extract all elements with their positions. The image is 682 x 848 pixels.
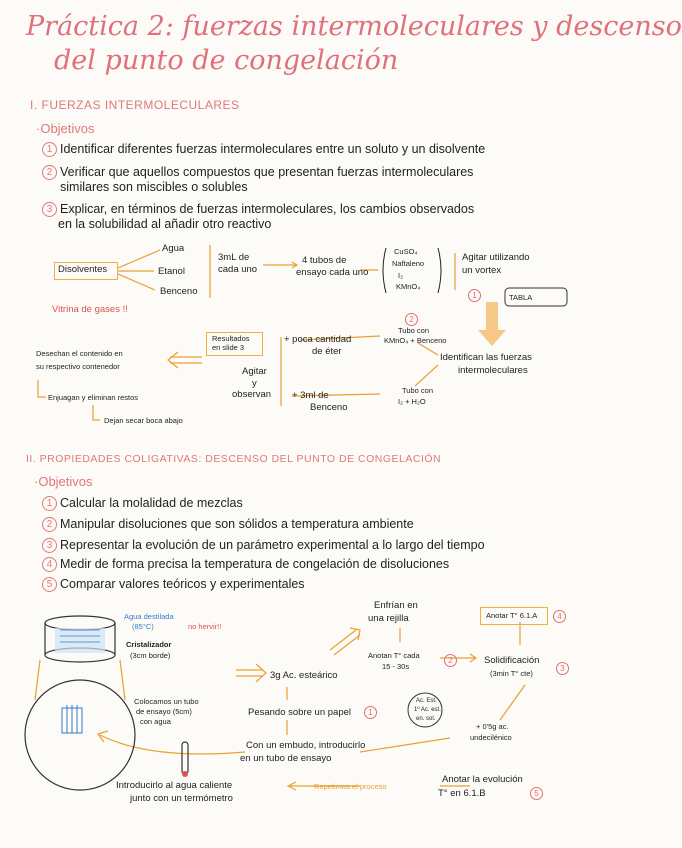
colocamos-label: Colocamos un tubo xyxy=(134,697,199,706)
reactivo-3: I₂ xyxy=(398,271,403,280)
nota-centro-2: 1º Ac. est. xyxy=(414,707,441,713)
pesando-label: Pesando sobre un papel xyxy=(248,707,351,718)
nota-centro-3: en. sol. xyxy=(416,716,436,722)
objective-2-4: 4 Medir de forma precisa la temperatura de congelación de disoluciones xyxy=(42,557,449,572)
tubo-kmno4-label: Tubo con xyxy=(398,326,429,335)
tubo-i2-label: Tubo con xyxy=(402,386,433,395)
tres-ml-label-2: cada uno xyxy=(218,264,258,275)
step-circle-2-4: 4 xyxy=(553,610,566,623)
solidificacion-label: Solidificación xyxy=(484,655,540,666)
desechan-label-2: su respectivo contenedor xyxy=(36,362,120,371)
step-circle-2: 2 xyxy=(405,313,418,326)
step-circle-2-5: 5 xyxy=(530,787,543,800)
ac-undec-label: + 0'5g ac. xyxy=(476,722,509,731)
objective-1-2: 2 Verificar que aquellos compuestos que presentan fuerzas intermoleculares xyxy=(42,165,473,180)
enfrian-label: Enfrían en xyxy=(374,600,418,611)
agitar-label: Agitar xyxy=(242,366,267,377)
step-circle-2-3: 3 xyxy=(556,662,569,675)
tubo-i2-label-2: I₂ + H₂O xyxy=(398,397,426,406)
reactivo-4: KMnO₄ xyxy=(396,282,421,291)
anotan-t-label: Anotan T° cada xyxy=(368,651,420,660)
ac-undec-label-2: undecilénico xyxy=(470,733,512,742)
number-badge: 4 xyxy=(42,557,57,572)
objective-1-3: 3 Explicar, en términos de fuerzas intermoleculares, los cambios observados xyxy=(42,202,474,217)
agua-destilada-label: Agua destilada xyxy=(124,612,174,621)
number-badge: 2 xyxy=(42,517,57,532)
agua-label: Agua xyxy=(162,243,185,254)
page-title: Práctica 2: fuerzas intermoleculares y descenso xyxy=(26,11,682,42)
section-1-heading: I. FUERZAS INTERMOLECULARES xyxy=(30,98,240,112)
agitar-y-label: y xyxy=(252,378,257,389)
number-badge: 3 xyxy=(42,538,57,553)
number-badge: 2 xyxy=(42,165,57,180)
enjuagan-label: Enjuagan y eliminan restos xyxy=(48,393,139,402)
introducirlo-label-2: junto con un termómetro xyxy=(130,793,233,804)
desechan-label: Desechan el contenido en xyxy=(36,349,123,358)
number-badge: 5 xyxy=(42,577,57,592)
anotar-evol-label: Anotar la evolución xyxy=(442,774,523,785)
observan-label: observan xyxy=(232,389,272,400)
poca-cantidad-label: + poca cantidad xyxy=(284,334,352,345)
section-1-objectives-label: ·Objetivos xyxy=(36,121,95,136)
dejan-label: Dejan secar boca abajo xyxy=(104,416,183,425)
objective-1-2-cont: similares son miscibles o solubles xyxy=(60,180,248,194)
agua-destilada-temp: (85°C) xyxy=(132,622,154,631)
identifican-label: Identifican las fuerzas xyxy=(440,352,532,363)
objective-2-1: 1 Calcular la molalidad de mezclas xyxy=(42,496,243,511)
enfrian-label-2: una rejilla xyxy=(368,613,409,624)
colocamos-label-3: con agua xyxy=(140,717,171,726)
tres-ml-benceno-label: + 3ml de xyxy=(292,390,329,401)
introducirlo-label: Introducirlo al agua caliente xyxy=(116,780,233,791)
step-circle-2-2: 2 xyxy=(444,654,457,667)
objective-2-3: 3 Representar la evolución de un parámetro experimental a lo largo del tiempo xyxy=(42,538,485,553)
etanol-label: Etanol xyxy=(158,266,185,277)
embudo-label: Con un embudo, introducirlo xyxy=(246,740,366,751)
number-badge: 1 xyxy=(42,496,57,511)
objective-2-5: 5 Comparar valores teóricos y experimentales xyxy=(42,577,305,592)
tres-g-label: 3g Ac. esteárico xyxy=(270,670,338,681)
colocamos-label-2: de ensayo (5cm) xyxy=(136,707,192,716)
embudo-label-2: en un tubo de ensayo xyxy=(240,753,332,764)
agitar-vortex-label: Agitar utilizando xyxy=(462,252,530,263)
benceno-label: Benceno xyxy=(160,286,198,297)
objective-1-3-cont: en la solubilidad al añadir otro reactivo xyxy=(58,217,272,231)
poca-cantidad-label-2: de éter xyxy=(312,346,342,357)
disolventes-label: Disolventes xyxy=(58,264,108,275)
cristalizador-label: Cristalizador xyxy=(126,640,172,649)
anotar-61-label: Anotar T° 6.1.A xyxy=(486,611,538,620)
reactivo-2: Naftaleno xyxy=(392,259,425,268)
nota-centro-1: Ac. Est. xyxy=(416,698,437,704)
tubos-label-2: ensayo cada uno xyxy=(296,267,369,278)
anotar-evol-label-2: T° en 6.1.B xyxy=(438,788,486,799)
resultados-label: Resultados xyxy=(212,334,250,343)
tubos-label: 4 tubos de xyxy=(302,255,347,266)
solidificacion-label-2: (3min T° cte) xyxy=(490,669,533,678)
number-badge: 3 xyxy=(42,202,57,217)
repetimos-label: Repetimos el proceso xyxy=(314,782,387,791)
tubo-kmno4-label-2: KMnO₄ + Benceno xyxy=(384,336,447,345)
tres-ml-label: 3mL de xyxy=(218,252,250,263)
resultados-label-2: en slide 3 xyxy=(212,343,245,352)
section-2-heading: II. PROPIEDADES COLIGATIVAS: DESCENSO DEL PUNTO DE CONGELACIÓN xyxy=(26,453,442,465)
section-2-objectives-label: ·Objetivos xyxy=(34,474,93,489)
anotan-t-label-2: 15 - 30s xyxy=(382,662,410,671)
objective-2-2: 2 Manipular disoluciones que son sólidos a temperatura ambiente xyxy=(42,517,414,532)
step-circle-2-1: 1 xyxy=(364,706,377,719)
objective-1-1: 1 Identificar diferentes fuerzas intermoleculares entre un soluto y un disolvente xyxy=(42,142,485,157)
cristalizador-label-2: (3cm borde) xyxy=(130,651,171,660)
agitar-vortex-label-2: un vortex xyxy=(462,265,502,276)
page-title-line2: del punto de congelación xyxy=(54,45,399,76)
no-hervir-label: no hervir!! xyxy=(188,622,222,631)
step-circle-1: 1 xyxy=(468,289,481,302)
reactivo-1: CuSO₄ xyxy=(394,247,418,256)
vitrina-label: Vitrina de gases !! xyxy=(52,304,128,315)
tres-ml-benceno-label-2: Benceno xyxy=(310,402,348,413)
identifican-label-2: intermoleculares xyxy=(458,365,528,376)
tabla-label: TABLA xyxy=(509,293,533,302)
number-badge: 1 xyxy=(42,142,57,157)
